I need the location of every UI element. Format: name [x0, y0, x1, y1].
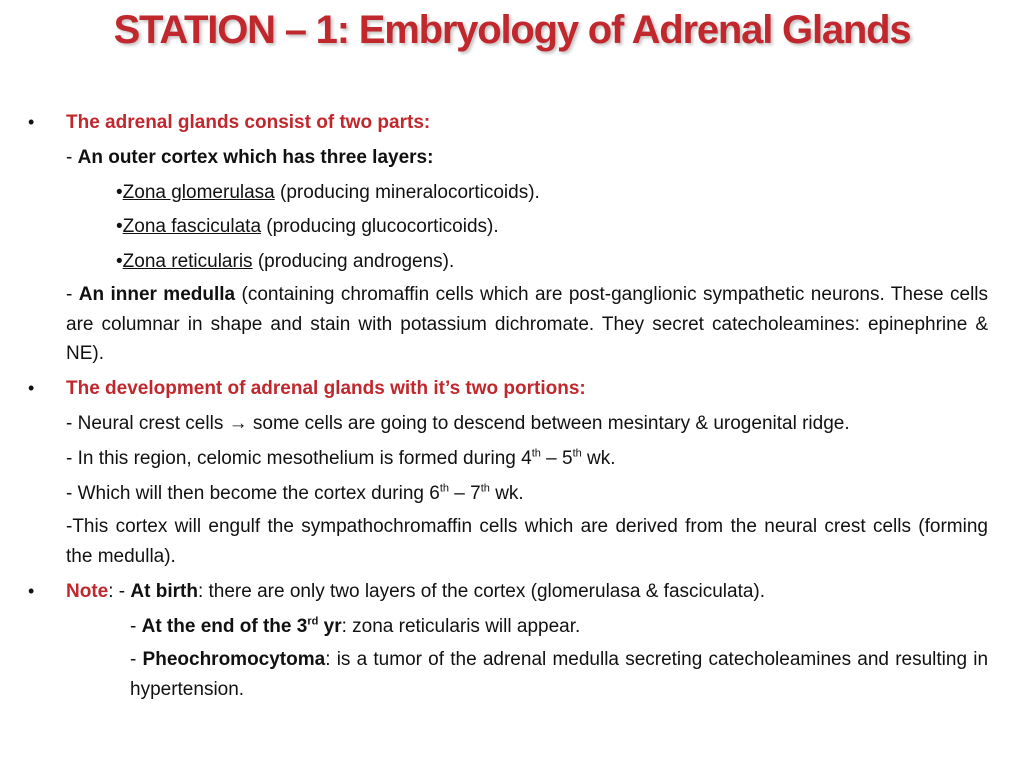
- layer-item: •Zona fasciculata (producing glucocorticoids).: [116, 216, 499, 237]
- layer-name: Zona fasciculata: [122, 216, 262, 237]
- development-line: - In this region, celomic mesothelium is formed during 4th – 5th wk.: [66, 447, 616, 469]
- layer-name: Zona glomerulasa: [122, 182, 275, 203]
- development-line: - Which will then become the cortex during 6th – 7th wk.: [66, 482, 524, 504]
- bullet-marker: •: [28, 112, 35, 132]
- section1-heading: The adrenal glands consist of two parts:: [66, 112, 431, 133]
- outer-cortex-label: An outer cortex which has three layers:: [77, 147, 434, 168]
- development-paragraph: -This cortex will engulf the sympathochromaffin cells which are derived from the neural crest cells (forming the medulla).: [66, 516, 988, 567]
- inner-medulla-paragraph: - An inner medulla (containing chromaffin cells which are post-ganglionic sympathetic neurons. These cells are columnar in shape and stain with potassium dichromate. They secret catecholeamines: epinephrine & NE).: [66, 284, 989, 364]
- birth-label: At birth: [130, 581, 198, 602]
- layer-name: Zona reticularis: [122, 251, 253, 272]
- note-label: Note: [66, 581, 109, 602]
- bullet-marker: •: [28, 378, 35, 398]
- layer-item: •Zona reticularis (producing androgens).: [116, 251, 455, 272]
- development-line: - Neural crest cells → some cells are going to descend between mesintary & urogenital ridge.: [66, 413, 850, 434]
- pheo-paragraph: - Pheochromocytoma: is a tumor of the adrenal medulla secreting catecholeamines and resulting in hypertension.: [130, 649, 989, 700]
- end-label: At the end of the 3: [141, 616, 308, 637]
- page-title: STATION – 1: Embryology of Adrenal Glands: [113, 8, 911, 52]
- inner-medulla-label: An inner medulla: [78, 284, 236, 305]
- note-line: Note: - At birth: there are only two layers of the cortex (glomerulasa & fasciculata).: [66, 581, 766, 602]
- layer-item: •Zona glomerulasa (producing mineralocorticoids).: [116, 182, 540, 203]
- note-line: - At the end of the 3rd yr: zona reticularis will appear.: [130, 615, 581, 637]
- bullet-marker: •: [28, 581, 35, 601]
- outer-cortex-line: - An outer cortex which has three layers:: [66, 147, 434, 168]
- section2-heading: The development of adrenal glands with it’s two portions:: [66, 378, 586, 399]
- pheo-label: Pheochromocytoma: [142, 649, 326, 670]
